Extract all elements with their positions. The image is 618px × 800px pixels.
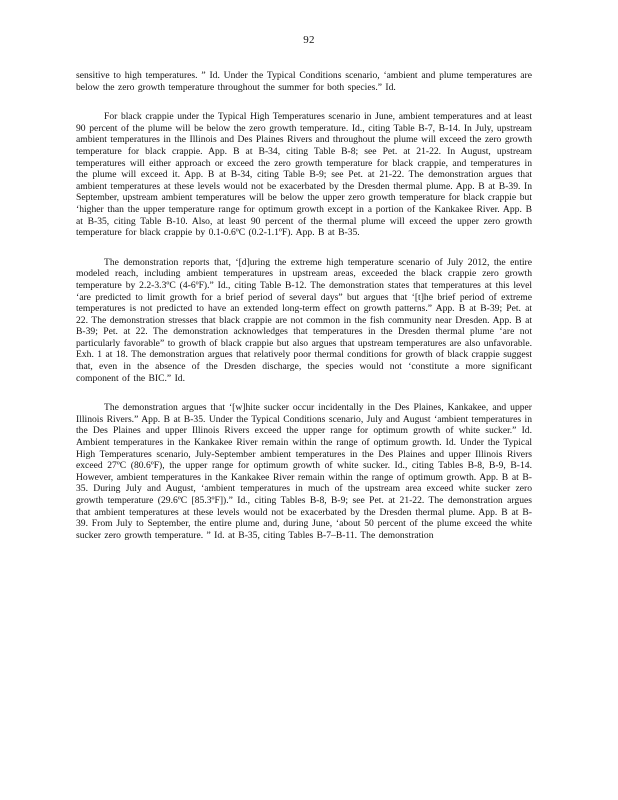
paragraph-2: For black crappie under the Typical High Temperatures scenario in June, ambient temperatures and at least 90 percent of the plume will be below the zero growth temperature. Id., citing Table B-7, B-14. In July, upstream ambient temperatures in the Illinois and Des Plaines Rivers and throughout the plume will exceed the zero growth temperature for black crappie. App. B at B-34, citing Table B-8; see Pet. at 21-22. In August, upstream temperatures will either approach or exceed the zero growth temperature for black crappie, and temperatures in the plume will exceed it. App. B at B-34, citing Table B-9; see Pet. at 21-22. The demonstration argues that ambient temperatures at these levels would not be exacerbated by the Dresden thermal plume. App. B at B-39. In September, upstream ambient temperatures will be below the upper zero growth temperature for black crappie but ‘higher than the upper temperature range for optimum growth except in a portion of the Kankakee River. App. B at B-35, citing Table B-10. Also, at least 90 percent of the thermal plume will exceed the upper zero growth temperature for black crappie by 0.1-0.6ºC (0.2-1.1ºF). App. B at B-35. [76, 111, 532, 239]
paragraph-1: sensitive to high temperatures. ” Id. Under the Typical Conditions scenario, ‘ambient and plume temperatures are below the zero growth temperature throughout the summer for both species.” Id. [76, 70, 532, 93]
page-number: 92 [303, 34, 315, 46]
body-text [76, 70, 532, 541]
paragraph-4: The demonstration argues that ‘[w]hite sucker occur incidentally in the Des Plaines, Kankakee, and upper Illinois Rivers.” App. B at B-35. Under the Typical Conditions scenario, July and August ‘ambient temperatures in the Des Plaines and upper Illinois Rivers exceed the upper range for optimum growth of white sucker.” Id. Ambient temperatures in the Kankakee River remain within the range of optimum growth. Id. Under the Typical High Temperatures scenario, July-September ambient temperatures in the Des Plaines and upper Illinois Rivers exceed 27ºC (80.6ºF), the upper range for optimum growth of white sucker. Id., citing Tables B-8, B-9, B-14. However, ambient temperatures in the Kankakee River remain within the range of optimum growth. App. B at B-35. During July and August, ‘ambient temperatures in much of the upstream area exceed white sucker zero growth temperature (29.6ºC [85.3ºF]).” Id., citing Tables B-8, B-9; see Pet. at 21-22. The demonstration argues that ambient temperatures at these levels would not be exacerbated by the Dresden thermal plume. App. B at B-39. From July to September, the entire plume and, during June, ‘about 50 percent of the plume exceed the white sucker zero growth temperature. ” Id. at B-35, citing Tables B-7–B-11. The demonstration [76, 402, 532, 541]
paragraph-3: The demonstration reports that, ‘[d]uring the extreme high temperature scenario of July 2012, the entire modeled reach, including ambient temperatures in upstream areas, exceeded the black crappie zero growth temperature by 2.2-3.3ºC (4-6ºF).” Id., citing Table B-12. The demonstration states that temperatures at this level ‘are predicted to limit growth for a brief period of several days” but argues that ‘[t]he brief period of extreme temperatures is not predicted to have an extended long-term effect on growth patterns.” App. B at B-39; Pet. at 22. The demonstration stresses that black crappie are not common in the fish community near Dresden. App. B at B-39; Pet. at 22. The demonstration acknowledges that temperatures in the Dresden thermal plume ‘are not particularly favorable” to growth of black crappie but also argues that upstream temperatures are also unfavorable. Exh. 1 at 18. The demonstration argues that relatively poor thermal conditions for growth of black crappie suggest that, even in the absence of the Dresden discharge, the species would not ‘constitute a more significant component of the BIC.” Id. [76, 256, 532, 384]
